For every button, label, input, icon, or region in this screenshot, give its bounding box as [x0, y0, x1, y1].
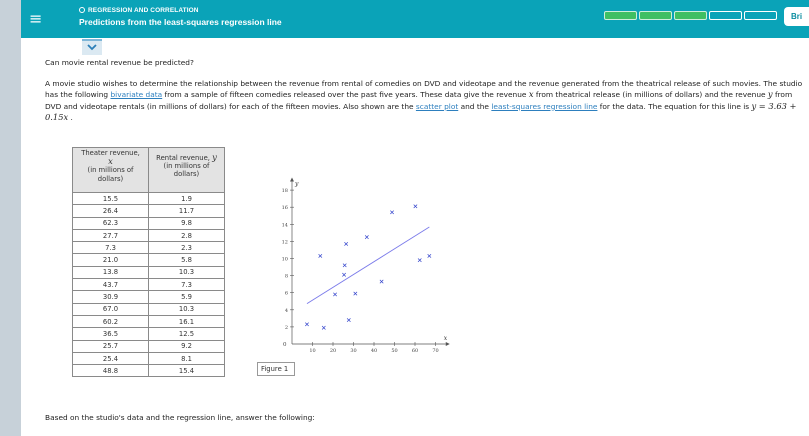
intro-text-6: for the data. The equation for this line is	[597, 101, 752, 111]
data-table	[72, 147, 225, 377]
data-point	[354, 292, 357, 295]
y-tick-label: 18	[281, 188, 288, 195]
progress-segment	[744, 11, 777, 20]
intro-text-2: from a sample of fifteen comedies released over the past five years. These data give the revenue	[162, 90, 529, 100]
data-point	[347, 318, 350, 321]
rental-revenue-cell: 10.3	[149, 303, 225, 315]
table-header-row	[73, 148, 225, 193]
intro-text-1: A movie studio wishes to determine the relationship between the revenue from rental of comedies on DVD and videotape and the revenue generated from the theatrical release of such movies. The studio has the following	[45, 79, 803, 100]
table-row	[73, 315, 225, 327]
regression-line-link[interactable]: least-squares regression line	[491, 101, 598, 111]
rental-revenue-cell: 1.9	[149, 193, 225, 205]
lesson-title: Predictions from the least-squares regression line	[79, 17, 282, 27]
rental-revenue-cell: 10.3	[149, 266, 225, 278]
theater-revenue-cell: 13.8	[73, 266, 149, 278]
problem-intro	[45, 79, 807, 123]
table-row	[73, 340, 225, 352]
table-row	[73, 266, 225, 278]
y-tick-label: 16	[281, 205, 288, 212]
x-tick-label: 10	[309, 348, 316, 354]
table-row	[73, 193, 225, 205]
y-tick-label: 2	[284, 324, 288, 331]
data-point	[418, 259, 421, 262]
intro-text-5: and the	[458, 101, 492, 111]
intro-end: .	[68, 112, 73, 122]
progress-segment	[709, 11, 742, 20]
progress-segment	[674, 11, 707, 20]
theater-revenue-cell: 48.8	[73, 365, 149, 377]
menu-icon[interactable]: ≡	[29, 9, 43, 28]
left-rail	[0, 0, 21, 436]
rental-revenue-cell: 15.4	[149, 365, 225, 377]
data-point	[305, 323, 308, 326]
figure-caption[interactable]: Figure 1	[257, 362, 295, 376]
data-point	[390, 211, 393, 214]
x-tick-label: 40	[370, 348, 378, 354]
x-axis-label: x	[443, 335, 448, 342]
rental-revenue-cell: 12.5	[149, 328, 225, 340]
table-row	[73, 365, 225, 377]
rental-revenue-cell: 2.8	[149, 229, 225, 241]
theater-revenue-cell: 26.4	[73, 205, 149, 217]
final-question: Based on the studio's data and the regression line, answer the following:	[45, 413, 315, 422]
y-tick-label: 12	[281, 239, 288, 246]
header-bar	[21, 0, 809, 38]
theater-revenue-cell: 25.7	[73, 340, 149, 352]
theater-revenue-cell: 27.7	[73, 229, 149, 241]
col2-line1: Rental revenue,	[156, 154, 210, 162]
col2-line3: dollars)	[173, 170, 200, 179]
col-header-rental	[149, 148, 225, 193]
y-tick-label: 6	[284, 290, 288, 297]
y-tick-label: 8	[284, 273, 288, 280]
rental-revenue-cell: 16.1	[149, 315, 225, 327]
collapse-toggle[interactable]	[82, 39, 102, 55]
progress-bar	[604, 11, 777, 20]
rental-revenue-cell: 11.7	[149, 205, 225, 217]
rental-revenue-cell: 5.8	[149, 254, 225, 266]
table-row	[73, 242, 225, 254]
col1-var: x	[108, 156, 113, 167]
scatter-plot	[251, 176, 461, 361]
y-tick-label: 4	[284, 307, 288, 314]
content-area	[21, 38, 809, 436]
data-point	[319, 254, 322, 257]
intro-text-3: from theatrical release (in millions of dollars) and the revenue	[533, 90, 768, 100]
data-point	[333, 293, 336, 296]
data-point	[343, 264, 346, 267]
y-axis-arrow-icon	[290, 178, 294, 182]
theater-revenue-cell: 25.4	[73, 352, 149, 364]
theater-revenue-cell: 30.9	[73, 291, 149, 303]
theater-revenue-cell: 43.7	[73, 279, 149, 291]
topic-label	[79, 7, 199, 14]
col2-var: y	[212, 152, 217, 162]
rental-revenue-cell: 9.8	[149, 217, 225, 229]
theater-revenue-cell: 60.2	[73, 315, 149, 327]
theater-revenue-cell: 36.5	[73, 328, 149, 340]
col-header-theater	[73, 148, 149, 193]
x-tick-label: 70	[432, 348, 439, 354]
x-tick-label: 50	[391, 348, 398, 354]
regression-equation: y = 3.63 + 0.15x	[45, 100, 797, 122]
theater-revenue-cell: 21.0	[73, 254, 149, 266]
data-point	[380, 280, 383, 283]
theater-revenue-cell: 67.0	[73, 303, 149, 315]
table-row	[73, 328, 225, 340]
y-tick-label: 14	[281, 222, 288, 229]
data-point	[342, 273, 345, 276]
col1-line1: Theater revenue,	[81, 149, 140, 157]
theater-revenue-cell: 7.3	[73, 242, 149, 254]
progress-segment	[604, 11, 637, 20]
x-axis-arrow-icon	[446, 342, 450, 346]
col1-line2: (in millions of	[87, 166, 134, 175]
bivariate-data-link[interactable]: bivariate data	[110, 90, 163, 100]
data-point	[428, 254, 431, 257]
y-tick-label: 10	[281, 256, 288, 263]
origin-label: 0	[283, 342, 287, 348]
data-point	[344, 242, 347, 245]
table-row	[73, 229, 225, 241]
table-body	[73, 193, 225, 377]
x-tick-label: 20	[329, 348, 337, 354]
var-y: y	[767, 89, 773, 100]
col1-line3: dollars)	[97, 174, 124, 183]
table-row	[73, 217, 225, 229]
theater-revenue-cell: 15.5	[73, 193, 149, 205]
rental-revenue-cell: 2.3	[149, 242, 225, 254]
var-x: x	[528, 89, 534, 100]
rental-revenue-cell: 8.1	[149, 352, 225, 364]
intro-text-4: from DVD and videotape rentals (in millions of dollars) for each of the fifteen movies. Also shown are the	[45, 90, 793, 111]
progress-segment	[639, 11, 672, 20]
scatter-plot-link[interactable]: scatter plot	[415, 101, 459, 111]
brief-button[interactable]: Bri	[784, 7, 809, 26]
rental-revenue-cell: 7.3	[149, 279, 225, 291]
x-tick-label: 60	[411, 348, 419, 354]
table-row	[73, 291, 225, 303]
table-row	[73, 205, 225, 217]
question-heading: Can movie rental revenue be predicted?	[45, 58, 194, 67]
rental-revenue-cell: 5.9	[149, 291, 225, 303]
data-point	[322, 326, 325, 329]
theater-revenue-cell: 62.3	[73, 217, 149, 229]
table-row	[73, 254, 225, 266]
rental-revenue-cell: 9.2	[149, 340, 225, 352]
topic-circle-icon	[79, 7, 85, 13]
table-row	[73, 279, 225, 291]
table-row	[73, 303, 225, 315]
topic-text: REGRESSION AND CORRELATION	[88, 7, 199, 14]
table-row	[73, 352, 225, 364]
chevron-down-icon	[87, 44, 97, 51]
x-tick-label: 30	[350, 348, 357, 354]
data-point	[414, 205, 417, 208]
data-point	[365, 235, 368, 238]
col2-line2: (in millions of	[163, 162, 210, 171]
y-axis-label: y	[295, 180, 299, 188]
